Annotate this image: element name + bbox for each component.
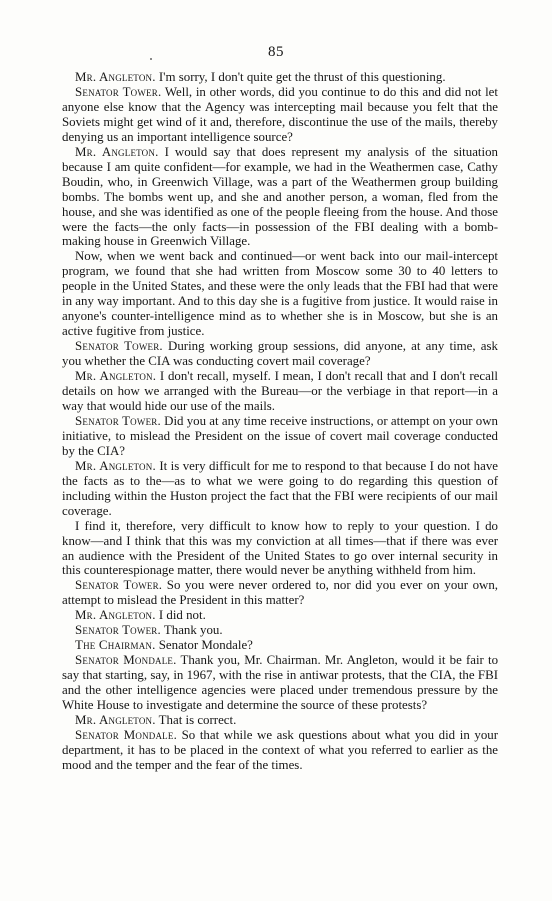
statement-text: During working group sessions, did anyone, at any time, ask you whether the CIA was conducting covert mail coverage? <box>62 339 498 369</box>
page-number: 85 <box>268 44 284 60</box>
statement-text: Senator Mondale? <box>155 638 253 653</box>
speaker-name: Mr. Angleton. <box>75 458 156 473</box>
statement-text: I don't recall, myself. I mean, I don't recall that and I don't recall details on how we arranged with the Bureau—or the verbiage in that report—in a way that would hide our use of the mails. <box>62 369 498 413</box>
transcript-paragraph <box>62 249 498 339</box>
transcript-paragraph <box>62 145 498 250</box>
transcript-paragraph <box>62 653 498 713</box>
statement-text: So that while we ask questions about what you did in your department, it has to be placed in the context of what you referred to earlier as the mood and the temper and the fear of the times. <box>62 727 499 772</box>
transcript-paragraph <box>62 459 498 519</box>
transcript-paragraph <box>62 70 498 85</box>
speaker-name: Senator Tower. <box>75 623 161 638</box>
transcript-paragraph <box>62 414 498 459</box>
statement-text: I'm sorry, I don't quite get the thrust of this questioning. <box>155 70 446 84</box>
speaker-name: Mr. Angleton. <box>75 608 156 623</box>
speaker-name: The Chairman. <box>75 638 156 653</box>
speaker-name: Senator Tower. <box>75 413 161 428</box>
statement-text: So you were never ordered to, nor did you ever on your own, attempt to mislead the President in this matter? <box>62 578 498 608</box>
transcript-paragraph <box>62 713 498 728</box>
statement-text: I did not. <box>155 608 206 623</box>
transcript-paragraph <box>62 578 498 608</box>
transcript-paragraph <box>62 623 498 638</box>
statement-text: Did you at any time receive instructions, or attempt on your own initiative, to mislead the President on the issue of covert mail coverage conducted by the CIA? <box>62 413 498 458</box>
transcript-paragraph <box>62 728 498 773</box>
statement-text: That is correct. <box>155 712 237 727</box>
transcript-paragraph <box>62 369 498 414</box>
speaker-name: Senator Mondale. <box>75 727 177 742</box>
speaker-name: Mr. Angleton. <box>75 369 157 384</box>
statement-text: Now, when we went back and continued—or went back into our mail-intercept program, we found that she had written from Moscow some 30 to 40 letters to people in the United States, and these were the only leads that the FBI had that were in any way important. And to this day she is a fugitive from justice. It would raise in anyone's counter-intelligence mind as to whether she is in Moscow, but she is an active fugitive from justice. <box>62 249 498 339</box>
speaker-name: Senator Tower. <box>75 339 163 354</box>
speaker-name: Senator Mondale. <box>75 653 177 668</box>
statement-text: Thank you, Mr. Chairman. Mr. Angleton, would it be fair to say that starting, say, in 1967, with the rise in antiwar protests, that the CIA, the FBI and the other intelligence agencies were placed under tremendous pressure by the White House to investigate and determine the source of these protests? <box>62 653 499 713</box>
transcript-paragraph <box>62 85 498 145</box>
speaker-name: Senator Tower. <box>75 84 162 99</box>
transcript-paragraph <box>62 339 498 369</box>
statement-text: I would say that does represent my analysis of the situation because I am quite confident—for example, we had in the Weathermen case, Cathy Boudin, who, in Greenwich Village, was a part of the Weathermen group building bombs. The bombs went up, and she and another person, a woman, fled from the house, and she was identified as one of the people fleeing from the house. And those were the facts—the only facts—in possession of the FBI dealing with a bomb-making house in Greenwich Village. <box>62 144 498 249</box>
transcript-paragraph <box>62 519 498 579</box>
transcript-paragraph <box>62 638 498 653</box>
speaker-name: Mr. Angleton. <box>75 144 159 159</box>
speaker-name: Mr. Angleton. <box>75 70 156 84</box>
statement-text: I find it, therefore, very difficult to know how to reply to your question. I do know—and I think that this was my conviction at all times—that if there was ever an audience with the President of the United States to go over internal security in this counterespionage matter, there would never be anything withheld from him. <box>62 518 498 578</box>
statement-text: Well, in other words, did you continue to do this and did not let anyone else know that the Agency was intercepting mail because you felt that the Soviets might get wind of it and, therefore, discontinue the use of the mails, thereby denying us an important intelligence source? <box>62 84 498 144</box>
speaker-name: Senator Tower. <box>75 578 163 593</box>
speaker-name: Mr. Angleton. <box>75 712 156 727</box>
transcript-body <box>62 70 498 773</box>
statement-text: Thank you. <box>160 623 223 638</box>
transcript-paragraph <box>62 608 498 623</box>
statement-text: It is very difficult for me to respond to that because I do not have the facts as to the—as to what we were going to do regarding this question of including within the Huston project the fact that the FBI were recipients of our mail coverage. <box>62 458 498 518</box>
